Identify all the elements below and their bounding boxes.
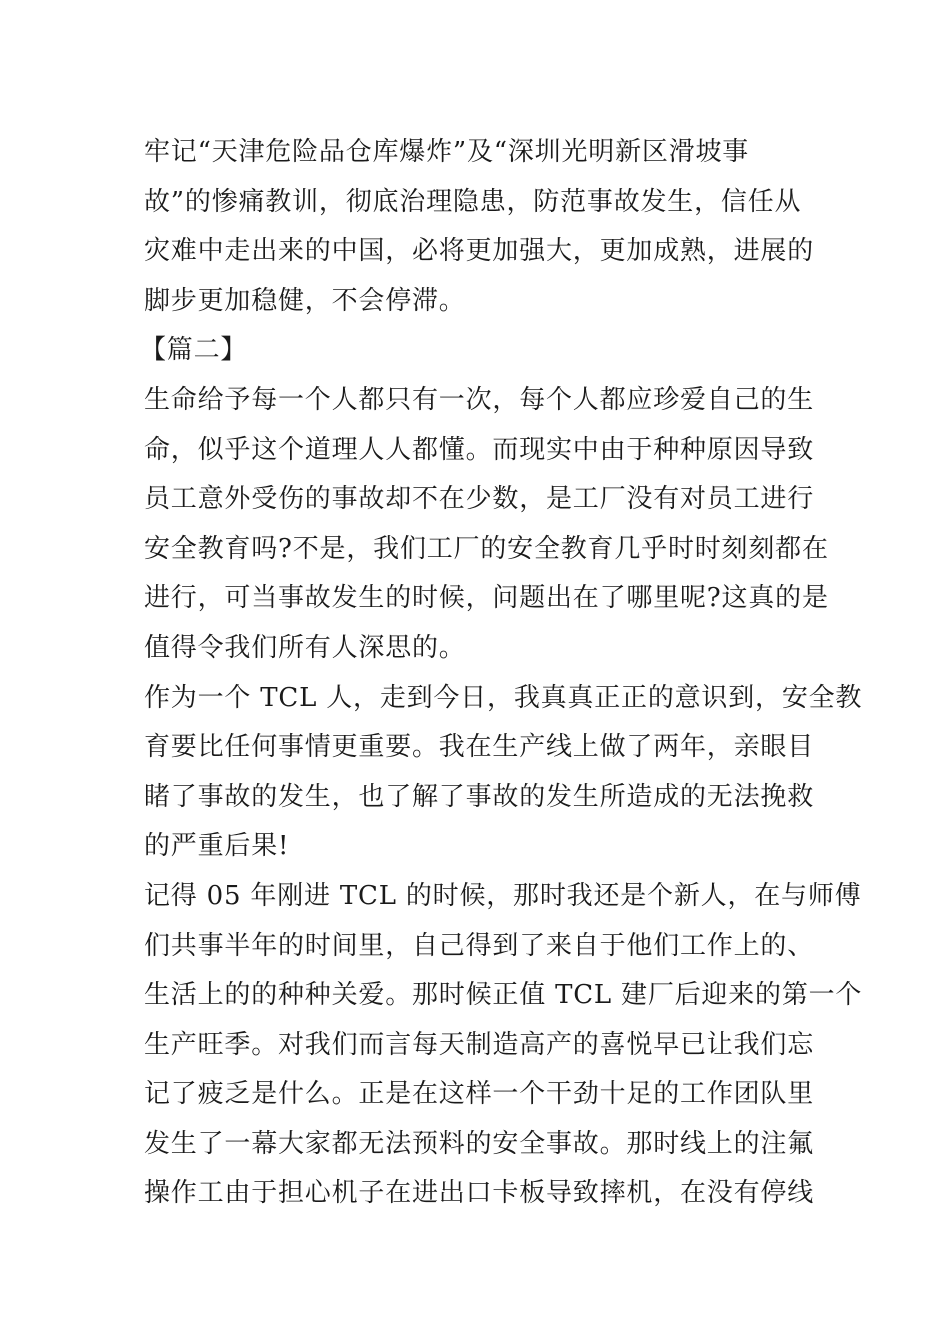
text-line: 安全教育吗?不是，我们工厂的安全教育几乎时时刻刻都在 bbox=[144, 533, 829, 564]
text-line: 灾难中走出来的中国，必将更加强大，更加成熟，进展的 bbox=[144, 236, 815, 267]
text-line: 命，似乎这个道理人人都懂。而现实中由于种种原因导致 bbox=[144, 434, 815, 465]
text-line: 作为一个 TCL 人，走到今日，我真真正正的意识到，安全教 bbox=[144, 682, 863, 713]
text-line: 脚步更加稳健，不会停滞。 bbox=[144, 285, 466, 316]
text-line: 生活上的的种种关爱。那时候正值 TCL 建厂后迎来的第一个 bbox=[144, 980, 863, 1011]
section-heading-text: 【篇二】 bbox=[140, 335, 248, 366]
text-line: 员工意外受伤的事故却不在少数，是工厂没有对员工进行 bbox=[144, 484, 815, 515]
text-line: 发生了一幕大家都无法预料的安全事故。那时线上的注氟 bbox=[144, 1128, 815, 1159]
text-line: 睹了事故的发生，也了解了事故的发生所造成的无法挽救 bbox=[144, 781, 815, 812]
text-line: 育要比任何事情更重要。我在生产线上做了两年，亲眼目 bbox=[144, 732, 815, 763]
text-line: 进行，可当事故发生的时候，问题出在了哪里呢?这真的是 bbox=[144, 583, 829, 614]
paragraph-3 bbox=[144, 674, 863, 872]
document-body bbox=[140, 128, 863, 1219]
paragraph-2 bbox=[144, 376, 829, 674]
text-line: 们共事半年的时间里，自己得到了来自于他们工作上的、 bbox=[144, 930, 815, 961]
text-line: 生产旺季。对我们而言每天制造高产的喜悦早已让我们忘 bbox=[144, 1029, 815, 1060]
text-line: 故”的惨痛教训，彻底治理隐患，防范事故发生，信任从 bbox=[144, 186, 802, 217]
text-line: 值得令我们所有人深思的。 bbox=[144, 632, 466, 663]
text-line: 的严重后果! bbox=[144, 831, 290, 862]
text-line: 牢记“天津危险品仓库爆炸”及“深圳光明新区滑坡事 bbox=[144, 137, 750, 167]
text-line: 记了疲乏是什么。正是在这样一个干劲十足的工作团队里 bbox=[144, 1079, 815, 1110]
text-line: 操作工由于担心机子在进出口卡板导致摔机，在没有停线 bbox=[144, 1178, 815, 1209]
paragraph-4 bbox=[144, 872, 863, 1219]
section-heading bbox=[140, 326, 808, 376]
paragraph-1 bbox=[144, 128, 815, 326]
text-line: 记得 05 年刚进 TCL 的时候，那时我还是个新人，在与师傅 bbox=[144, 880, 862, 911]
text-line: 生命给予每一个人都只有一次，每个人都应珍爱自己的生 bbox=[144, 384, 815, 415]
